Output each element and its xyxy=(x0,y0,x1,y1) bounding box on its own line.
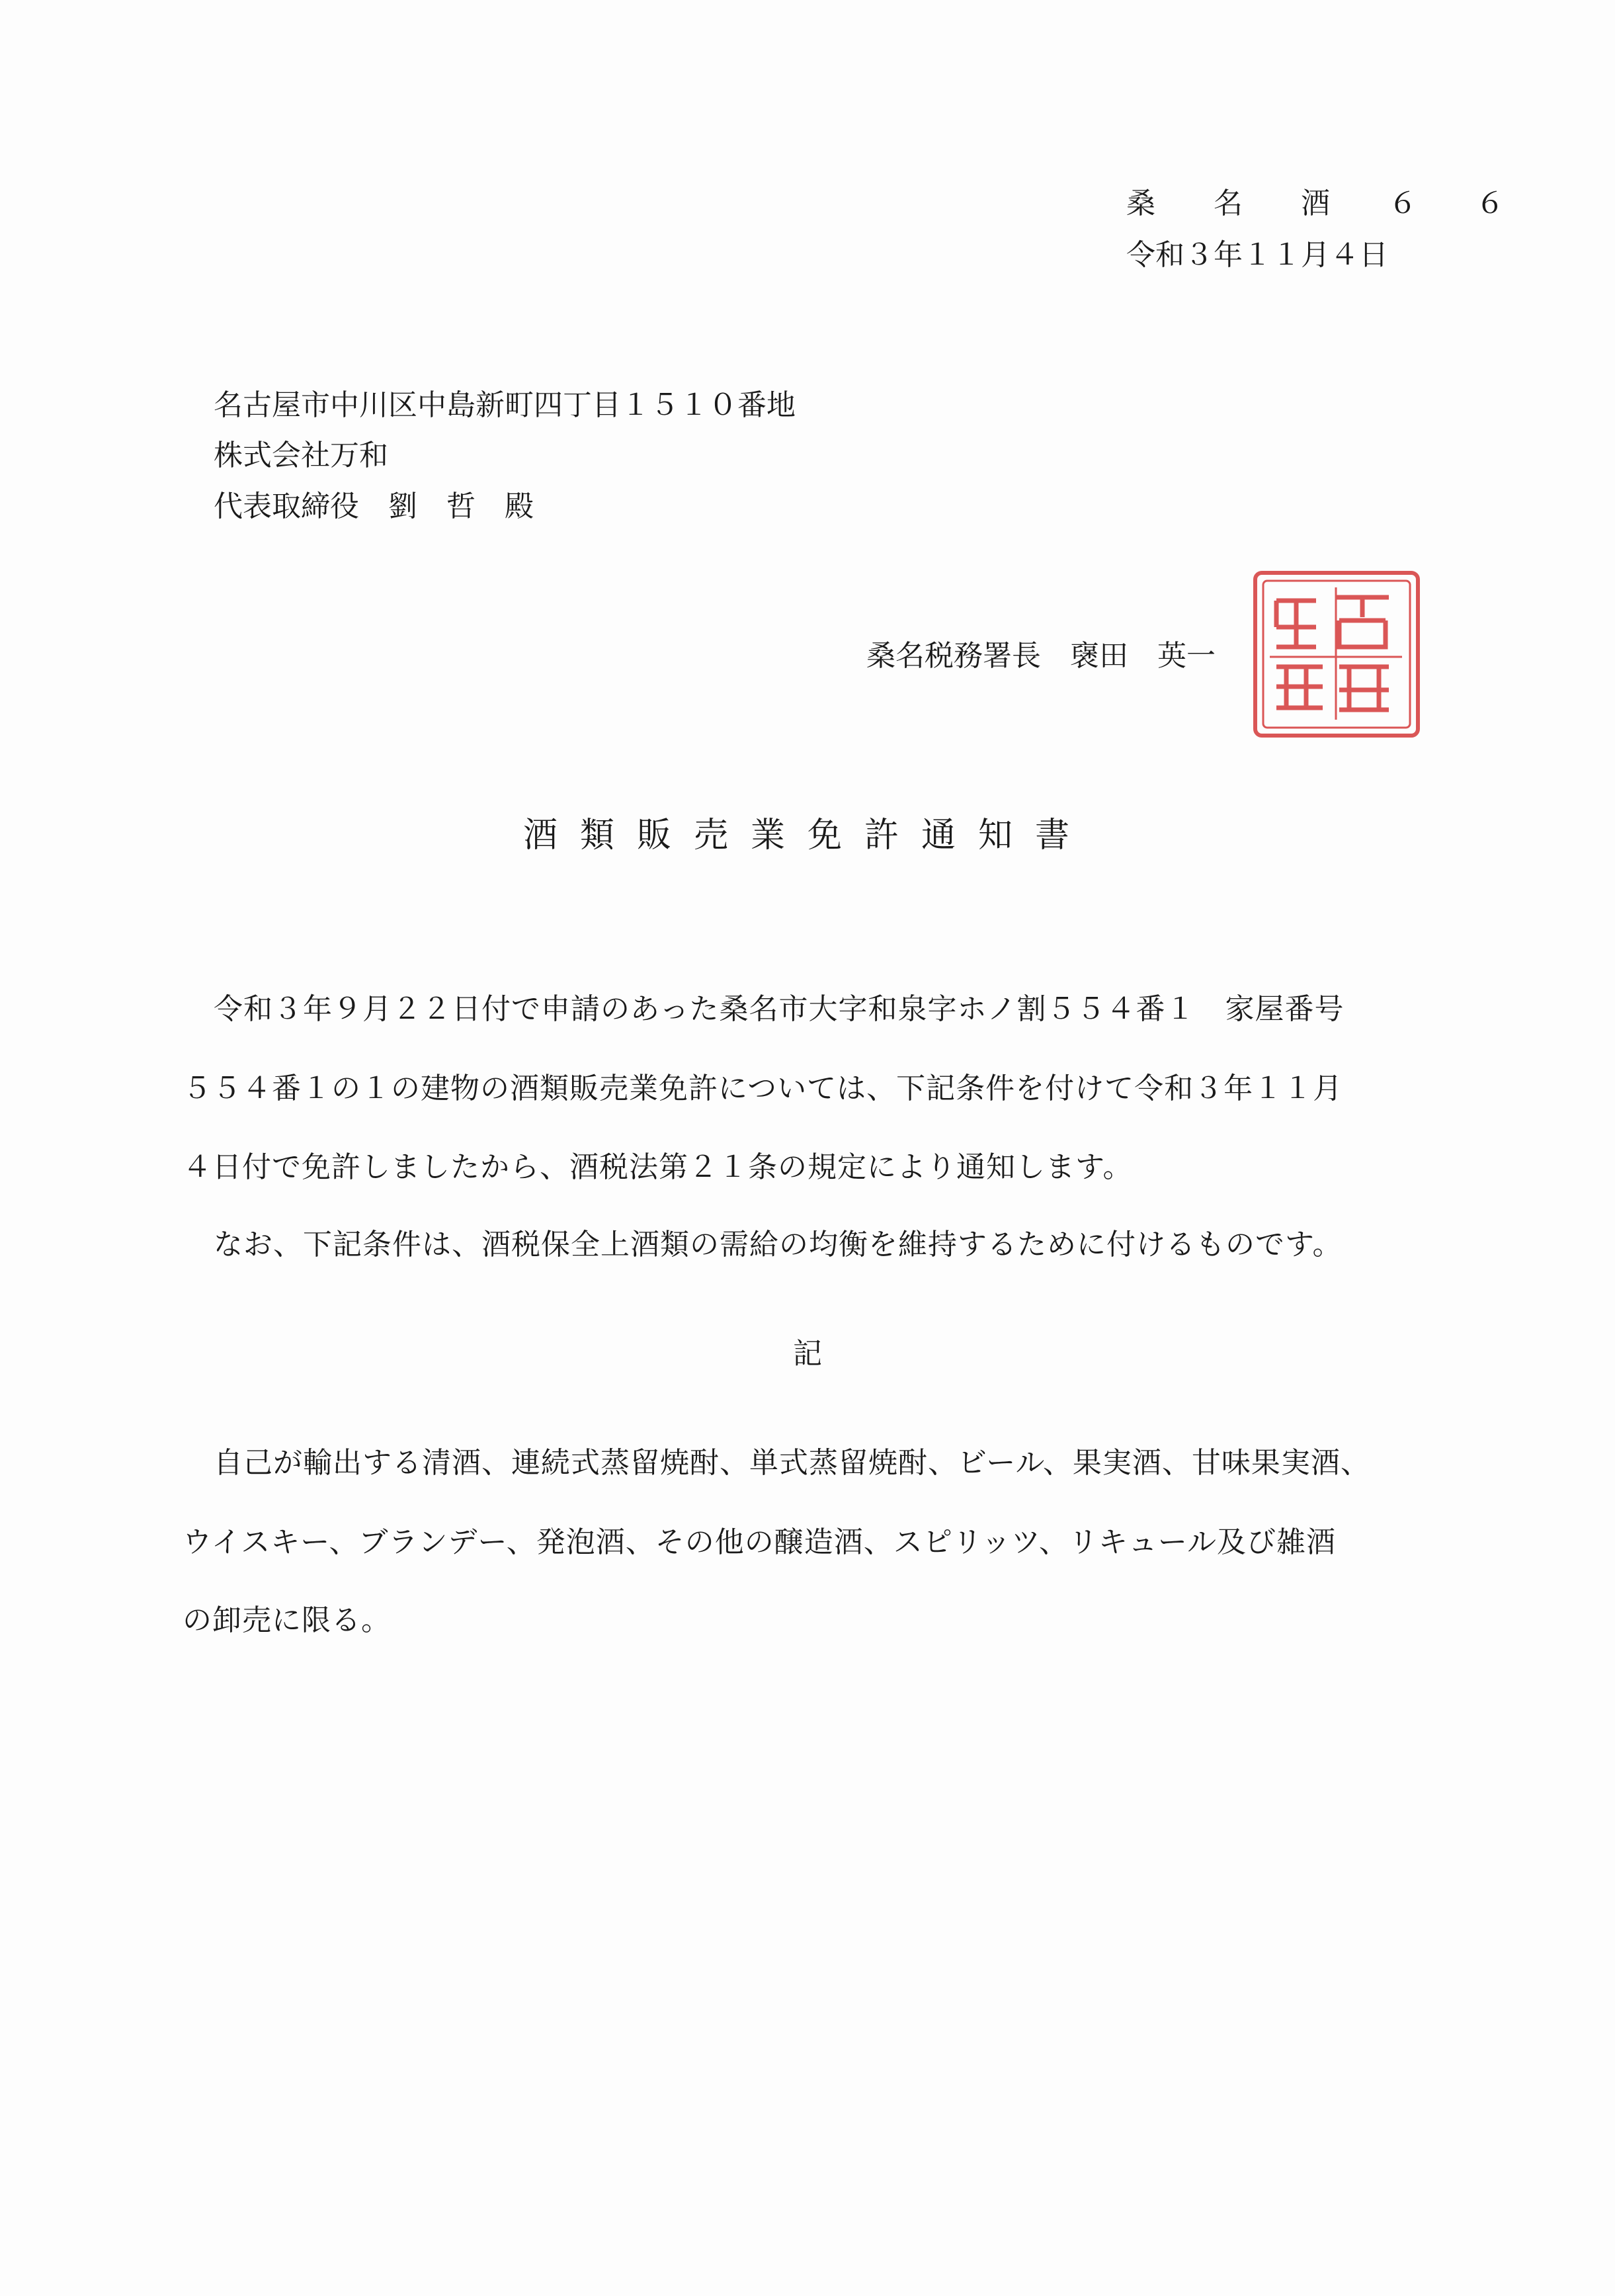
sender-name: 桑名税務署長 襃田 英一 xyxy=(866,639,1216,673)
ki-heading: 記 xyxy=(793,1337,822,1371)
body-line-3: ４日付で免許しましたから、酒税法第２１条の規定により通知します。 xyxy=(183,1150,1133,1184)
body-line-4: なお、下記条件は、酒税保全上酒類の需給の均衡を維持するために付けるものです。 xyxy=(214,1228,1343,1261)
document-number: 桑 名 酒 ６ ６ xyxy=(1126,187,1519,220)
document-title: 酒類販売業免許通知書 xyxy=(522,816,1092,855)
recipient-address: 名古屋市中川区中島新町四丁目１５１０番地 xyxy=(214,388,796,422)
condition-line-3: の卸売に限る。 xyxy=(183,1603,391,1637)
condition-line-2: ウイスキー、ブランデー、発泡酒、その他の醸造酒、スピリッツ、リキュール及び雑酒 xyxy=(183,1525,1336,1559)
condition-line-1: 自己が輸出する清酒、連続式蒸留焼酎、単式蒸留焼酎、ビール、果実酒、甘味果実酒、 xyxy=(214,1446,1370,1480)
recipient-representative: 代表取締役 劉 哲 殿 xyxy=(214,489,534,523)
body-line-1: 令和３年９月２２日付で申請のあった桑名市大字和泉字ホノ割５５４番１ 家屋番号 xyxy=(214,992,1345,1026)
document-date: 令和３年１１月４日 xyxy=(1126,238,1388,272)
body-line-2: ５５４番１の１の建物の酒類販売業免許については、下記条件を付けて令和３年１１月 xyxy=(183,1072,1343,1105)
official-seal-icon xyxy=(1250,568,1423,741)
recipient-company: 株式会社万和 xyxy=(214,439,388,472)
